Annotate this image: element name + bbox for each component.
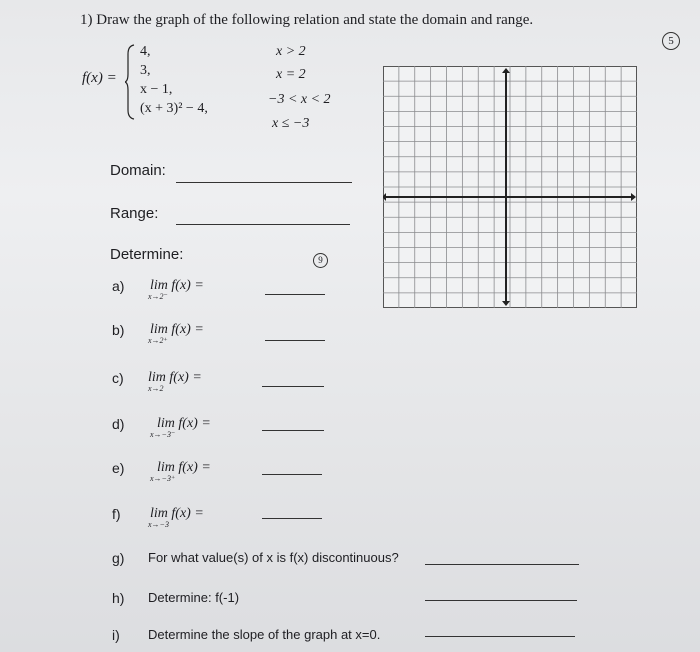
function-label: f(x) = — [82, 70, 117, 86]
item-f-limit: lim f(x) = — [150, 506, 204, 521]
piece-3-cond: −3 < x < 2 — [268, 92, 331, 107]
range-label: Range: — [110, 205, 159, 222]
item-h-text: Determine: f(-1) — [148, 590, 240, 605]
item-h-letter: h) — [112, 590, 125, 606]
piece-1-expr: 4, — [140, 44, 151, 59]
item-b-limit: lim f(x) = — [150, 322, 204, 337]
item-g-text: For what value(s) of x is f(x) discontinuous? — [148, 550, 399, 565]
item-f-letter: f) — [112, 506, 121, 522]
item-g-letter: g) — [112, 550, 125, 566]
points-badge: 5 — [662, 32, 680, 50]
piece-1-cond: x > 2 — [276, 44, 306, 59]
domain-answer-line[interactable] — [176, 182, 352, 183]
item-a-sub: x→2⁻ — [148, 292, 168, 301]
question-title: 1) Draw the graph of the following relation and state the domain and range. — [80, 12, 534, 28]
item-f-answer-line[interactable] — [262, 518, 322, 519]
item-d-answer-line[interactable] — [262, 430, 324, 431]
range-answer-line[interactable] — [176, 224, 350, 225]
item-a-limit: lim f(x) = — [150, 278, 204, 293]
item-c-sub: x→2 — [148, 384, 164, 393]
item-d-letter: d) — [112, 416, 125, 432]
item-d-limit: lim f(x) = — [157, 416, 211, 431]
item-h-answer-line[interactable] — [425, 600, 577, 601]
item-b-answer-line[interactable] — [265, 340, 325, 341]
item-e-sub: x→−3⁺ — [150, 474, 176, 483]
item-c-answer-line[interactable] — [262, 386, 324, 387]
item-f-sub: x→−3 — [148, 520, 169, 529]
piece-3-expr: x − 1, — [140, 82, 173, 97]
item-e-limit: lim f(x) = — [157, 460, 211, 475]
piece-4-expr: (x + 3)² − 4, — [140, 101, 208, 116]
item-i-letter: i) — [112, 627, 120, 643]
item-i-text: Determine the slope of the graph at x=0. — [148, 627, 381, 642]
piece-4-cond: x ≤ −3 — [272, 116, 310, 131]
item-a-answer-line[interactable] — [265, 294, 325, 295]
item-d-sub: x→−3⁻ — [150, 430, 176, 439]
item-e-letter: e) — [112, 460, 125, 476]
item-i-answer-line[interactable] — [425, 636, 575, 637]
item-c-limit: lim f(x) = — [148, 370, 202, 385]
item-c-letter: c) — [112, 370, 124, 386]
domain-label: Domain: — [110, 162, 166, 179]
item-b-letter: b) — [112, 322, 125, 338]
determine-points-badge: 9 — [313, 253, 328, 268]
determine-label: Determine: — [110, 246, 184, 263]
piece-2-cond: x = 2 — [276, 67, 306, 82]
item-a-letter: a) — [112, 278, 125, 294]
item-e-answer-line[interactable] — [262, 474, 322, 475]
item-b-sub: x→2⁺ — [148, 336, 168, 345]
item-g-answer-line[interactable] — [425, 564, 579, 565]
coordinate-grid[interactable] — [383, 66, 637, 308]
piece-2-expr: 3, — [140, 63, 151, 78]
left-brace — [125, 44, 135, 120]
